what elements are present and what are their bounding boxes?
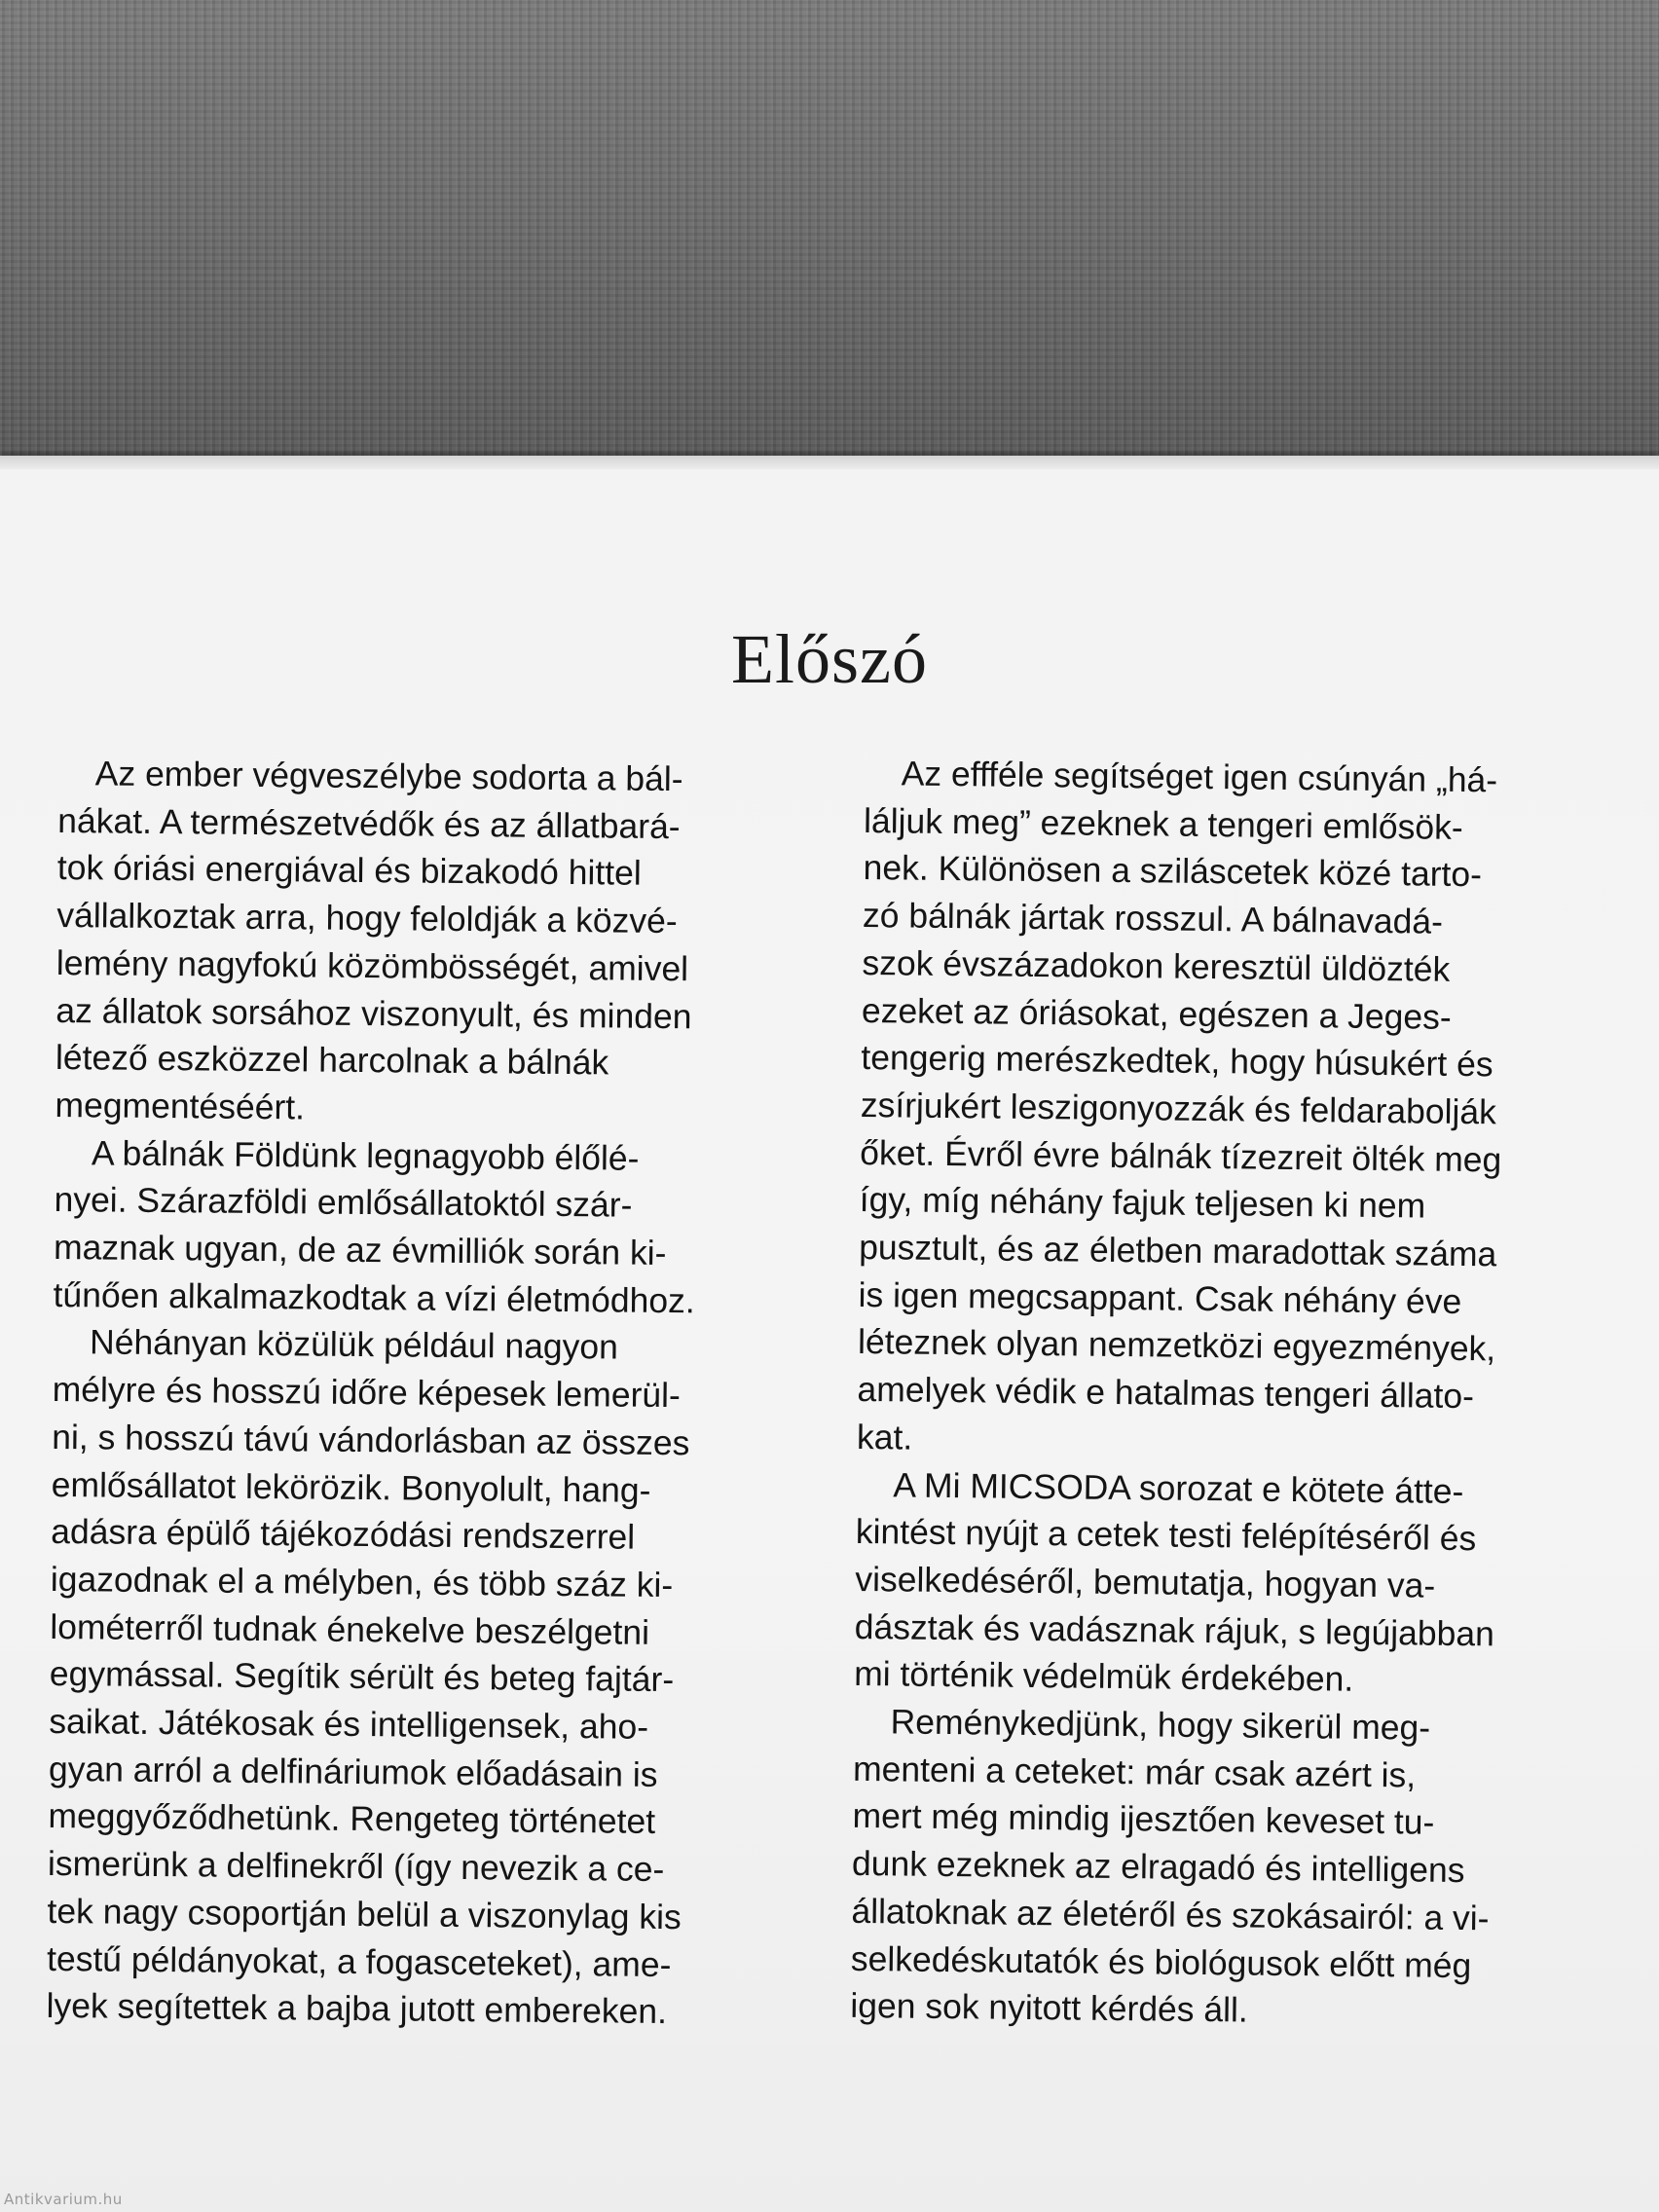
textured-background xyxy=(0,0,1659,467)
text-line: emlősállatot lekörözik. Bonyolult, hang- xyxy=(51,1464,651,1510)
text-line: vállalkoztak arra, hogy feloldják a közvé- xyxy=(56,896,678,941)
text-line: kat. xyxy=(856,1417,913,1457)
text-line: dunk ezeknek az elragadó és intelligens xyxy=(851,1844,1465,1891)
text-line: nyei. Szárazföldi emlősállatoktól szár- xyxy=(54,1180,633,1226)
text-line: testű példányokat, a fogasceteket), ame- xyxy=(46,1938,672,1984)
text-line: megmentéséért. xyxy=(55,1085,306,1127)
text-line: Néhányan közülük például nagyon xyxy=(89,1322,619,1367)
text-line: Reménykedjünk, hogy sikerül meg- xyxy=(890,1702,1431,1748)
text-line: dásztak és vadásznak rájuk, s legújabban xyxy=(854,1606,1495,1654)
text-line: létező eszközzel harcolnak a bálnák xyxy=(55,1038,609,1083)
text-line: mi történik védelmük érdekében. xyxy=(854,1654,1354,1700)
text-line: Az ember végveszélybe sodorta a bál- xyxy=(94,754,683,799)
text-line: mert még mindig ijesztően keveset tu- xyxy=(852,1796,1435,1843)
text-line: amelyek védik e hatalmas tengeri állato- xyxy=(857,1370,1475,1417)
text-line: is igen megcsappant. Csak néhány éve xyxy=(858,1274,1462,1321)
watermark: Antikvarium.hu xyxy=(4,2191,123,2208)
text-line: viselkedéséről, bemutatja, hogyan va- xyxy=(855,1559,1436,1605)
text-line: az állatok sorsához viszonyult, és minden xyxy=(55,990,692,1036)
text-line: nákat. A természetvédők és az állatbará- xyxy=(57,800,681,846)
text-line: A Mi MICSODA sorozat e kötete átte- xyxy=(893,1464,1464,1511)
text-line: kintést nyújt a cetek testi felépítéséről és xyxy=(855,1512,1477,1559)
text-line: tok óriási energiával és bizakodó hittel xyxy=(56,848,642,894)
text-line: saikat. Játékosak és intelligensek, aho- xyxy=(49,1702,649,1747)
text-line: pusztult, és az életben maradottak száma xyxy=(858,1227,1497,1274)
text-line: tek nagy csoportján belül a viszonylag kis xyxy=(47,1891,682,1937)
text-line: mélyre és hosszú időre képesek lemerül- xyxy=(52,1370,682,1416)
text-line: így, míg néhány fajuk teljesen ki nem xyxy=(859,1180,1426,1226)
text-line: tűnően alkalmazkodtak a vízi életmódhoz. xyxy=(53,1274,695,1321)
text-line: lométerről tudnak énekelve beszélgetni xyxy=(50,1606,650,1652)
text-line: állatoknak az életéről és szokásairól: a vi- xyxy=(851,1891,1490,1938)
text-line: Az effféle segítséget igen csúnyán „há- xyxy=(901,754,1498,800)
text-line: ismerünk a delfinekről (így nevezik a ce- xyxy=(47,1844,665,1890)
text-line: léteznek olyan nemzetközi egyezmények, xyxy=(857,1322,1496,1369)
text-line: igen sok nyitott kérdés áll. xyxy=(850,1986,1249,2030)
right-text-column xyxy=(850,750,1575,2038)
text-line: tengerig merészkedtek, hogy húsukért és xyxy=(861,1038,1493,1085)
text-line: lemény nagyfokú közömbösségét, amivel xyxy=(55,942,689,989)
text-line: gyan arról a delfináriumok előadásain is xyxy=(48,1749,658,1794)
page-top-edge xyxy=(0,456,1659,469)
page-title: Előszó xyxy=(731,620,928,698)
text-line: lyek segítettek a bajba jutott embereken. xyxy=(46,1986,668,2032)
text-line: ezeket az óriásokat, egészen a Jeges- xyxy=(861,990,1452,1037)
text-line: ni, s hosszú távú vándorlásban az összes xyxy=(52,1417,690,1463)
text-line: őket. Évről évre bálnák tízezreit ölték meg xyxy=(860,1132,1502,1180)
text-line: nek. Különösen a sziláscetek közé tarto- xyxy=(863,848,1483,895)
text-line: szok évszázadokon keresztül üldözték xyxy=(862,942,1451,989)
text-line: egymással. Segítik sérült és beteg fajtár- xyxy=(49,1654,675,1700)
text-line: selkedéskutatók és biológusok előtt még xyxy=(850,1938,1472,1985)
text-line: meggyőződhetünk. Rengeteg történetet xyxy=(48,1796,656,1842)
left-text-column xyxy=(46,750,769,2037)
text-line: menteni a ceteket: már csak azért is, xyxy=(852,1749,1417,1795)
text-line: láljuk meg” ezeknek a tengeri emlősök- xyxy=(863,800,1463,847)
text-line: zó bálnák jártak rosszul. A bálnavadá- xyxy=(862,896,1444,941)
text-line: adásra épülő tájékozódási rendszerrel xyxy=(51,1512,636,1557)
text-line: igazodnak el a mélyben, és több száz ki- xyxy=(50,1559,674,1605)
text-line: A bálnák Földünk legnagyobb élőlé- xyxy=(91,1132,640,1178)
text-line: zsírjukért leszigonyozzák és feldarabolják xyxy=(860,1085,1497,1132)
text-line: maznak ugyan, de az évmilliók során ki- xyxy=(53,1228,667,1273)
